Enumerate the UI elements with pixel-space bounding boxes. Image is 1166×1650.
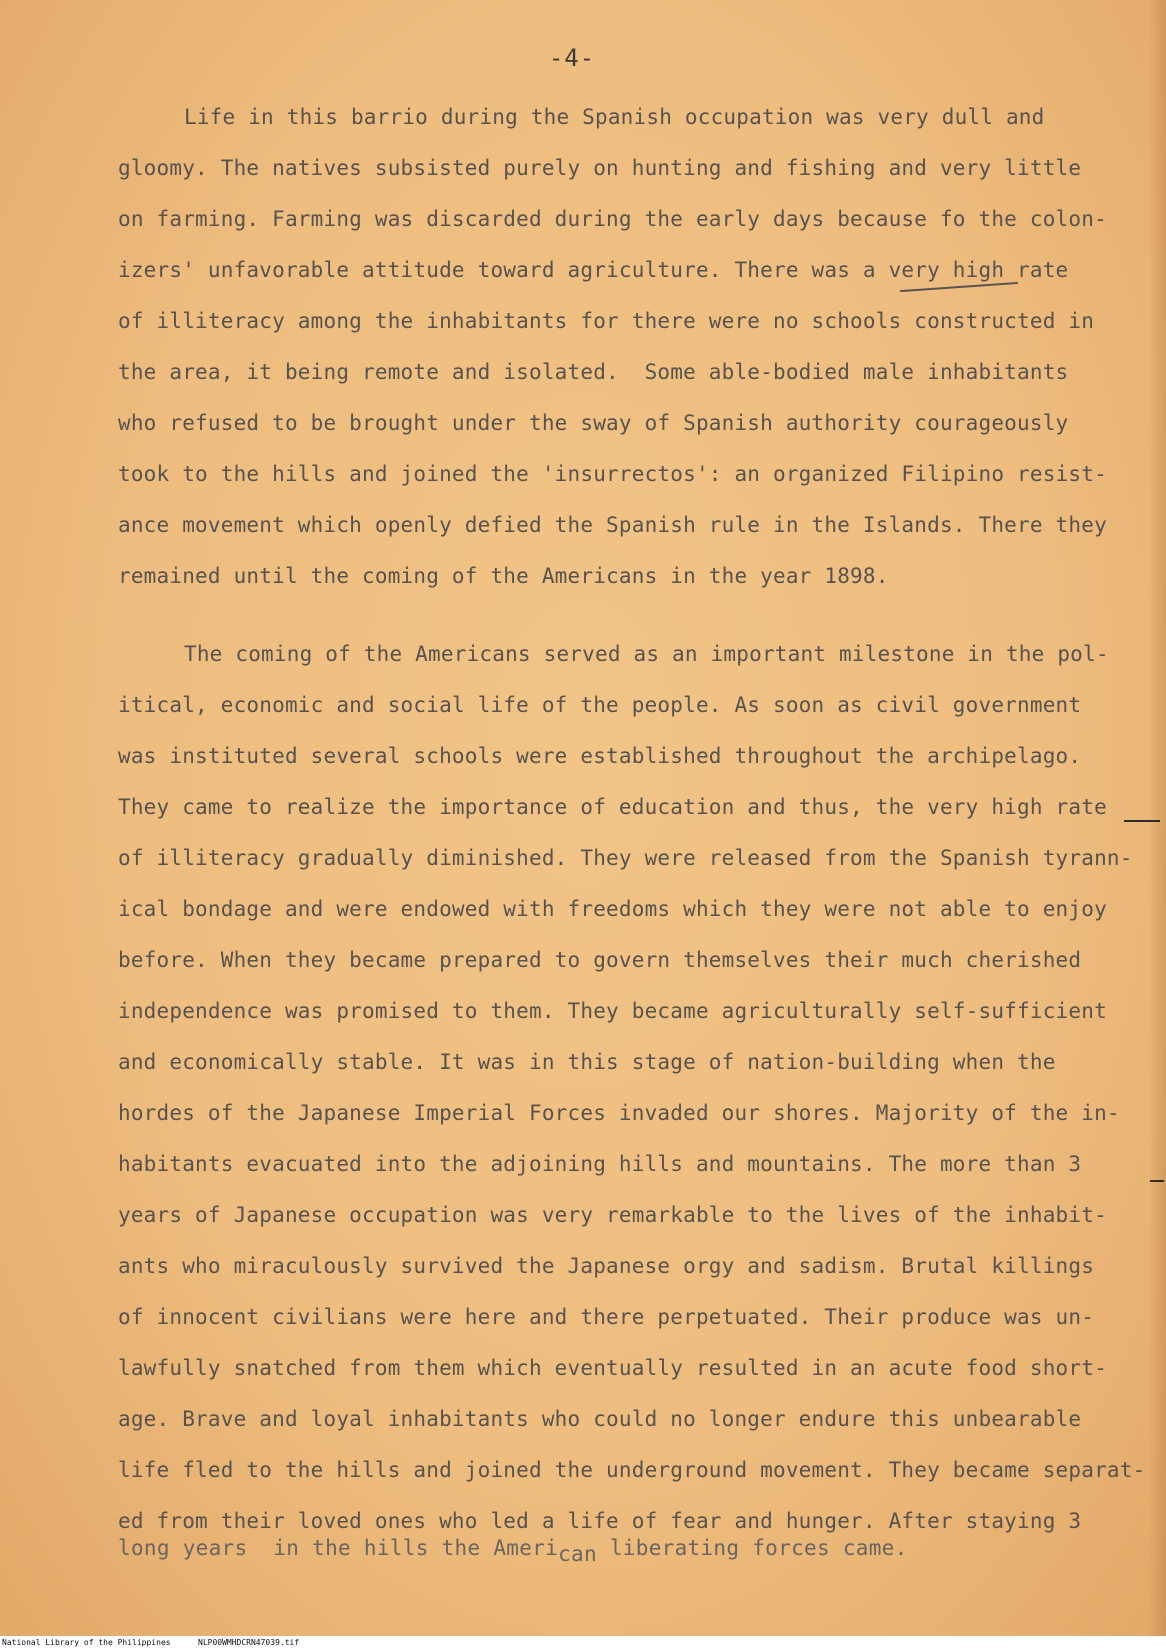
text-line: Life in this barrio during the Spanish occupation was very dull and bbox=[184, 105, 1045, 129]
text-line: was instituted several schools were established throughout the archipelago. bbox=[118, 744, 1082, 768]
text-line: ed from their loved ones who led a life of fear and hunger. After staying 3 bbox=[118, 1509, 1082, 1533]
text-line: who refused to be brought under the sway of Spanish authority courageously bbox=[118, 411, 1069, 435]
paragraph-gap bbox=[118, 602, 1128, 629]
text-line: habitants evacuated into the adjoining hills and mountains. The more than 3 bbox=[118, 1152, 1082, 1176]
text-line: independence was promised to them. They became agriculturally self-sufficient bbox=[118, 999, 1107, 1023]
final-text-line bbox=[118, 1536, 908, 1566]
page-number: -4- bbox=[548, 44, 596, 72]
text-line: of innocent civilians were here and there perpetuated. Their produce was un- bbox=[118, 1305, 1095, 1329]
text-line: They came to realize the importance of education and thus, the very high rate bbox=[118, 795, 1107, 819]
page-edge-shadow bbox=[1148, 0, 1166, 1650]
text-line: the area, it being remote and isolated. Some able-bodied male inhabitants bbox=[118, 360, 1069, 384]
final-line-subscript: can bbox=[558, 1542, 597, 1566]
archive-footer bbox=[0, 1636, 1166, 1650]
margin-tick-mark bbox=[1124, 820, 1160, 822]
text-line: hordes of the Japanese Imperial Forces invaded our shores. Majority of the in- bbox=[118, 1101, 1120, 1125]
footer-filename: NLP00WMHDCRN47039.tif bbox=[198, 1638, 300, 1647]
text-line: itical, economic and social life of the people. As soon as civil government bbox=[118, 693, 1082, 717]
text-line: of illiteracy gradually diminished. They were released from the Spanish tyrann- bbox=[118, 846, 1133, 870]
text-line: took to the hills and joined the 'insurrectos': an organized Filipino resist- bbox=[118, 462, 1107, 486]
text-line: years of Japanese occupation was very remarkable to the lives of the inhabit- bbox=[118, 1203, 1107, 1227]
text-line: and economically stable. It was in this stage of nation-building when the bbox=[118, 1050, 1056, 1074]
text-line: gloomy. The natives subsisted purely on hunting and fishing and very little bbox=[118, 156, 1082, 180]
text-line: remained until the coming of the Americans in the year 1898. bbox=[118, 564, 889, 588]
text-line: ants who miraculously survived the Japanese orgy and sadism. Brutal killings bbox=[118, 1254, 1095, 1278]
text-line: life fled to the hills and joined the underground movement. They became separat- bbox=[118, 1458, 1146, 1482]
footer-institution: National Library of the Philippines bbox=[2, 1638, 171, 1647]
text-line: izers' unfavorable attitude toward agriculture. There was a very high rate bbox=[118, 258, 1069, 282]
paragraph-1 bbox=[118, 92, 1128, 602]
text-line: ical bondage and were endowed with freedoms which they were not able to enjoy bbox=[118, 897, 1107, 921]
text-line: lawfully snatched from them which eventually resulted in an acute food short- bbox=[118, 1356, 1107, 1380]
text-line: ance movement which openly defied the Spanish rule in the Islands. There they bbox=[118, 513, 1107, 537]
paragraph-2 bbox=[118, 629, 1146, 1547]
margin-tick-mark bbox=[1150, 1180, 1164, 1182]
text-line: of illiteracy among the inhabitants for there were no schools constructed in bbox=[118, 309, 1095, 333]
text-line: age. Brave and loyal inhabitants who could no longer endure this unbearable bbox=[118, 1407, 1082, 1431]
final-line-start: long years in the hills the Ameri bbox=[118, 1536, 559, 1560]
document-body bbox=[118, 92, 1146, 1547]
text-line: before. When they became prepared to govern themselves their much cherished bbox=[118, 948, 1082, 972]
final-line-end: liberating forces came. bbox=[596, 1536, 908, 1560]
text-line: The coming of the Americans served as an important milestone in the pol- bbox=[184, 642, 1109, 666]
text-line: on farming. Farming was discarded during the early days because fo the colon- bbox=[118, 207, 1107, 231]
